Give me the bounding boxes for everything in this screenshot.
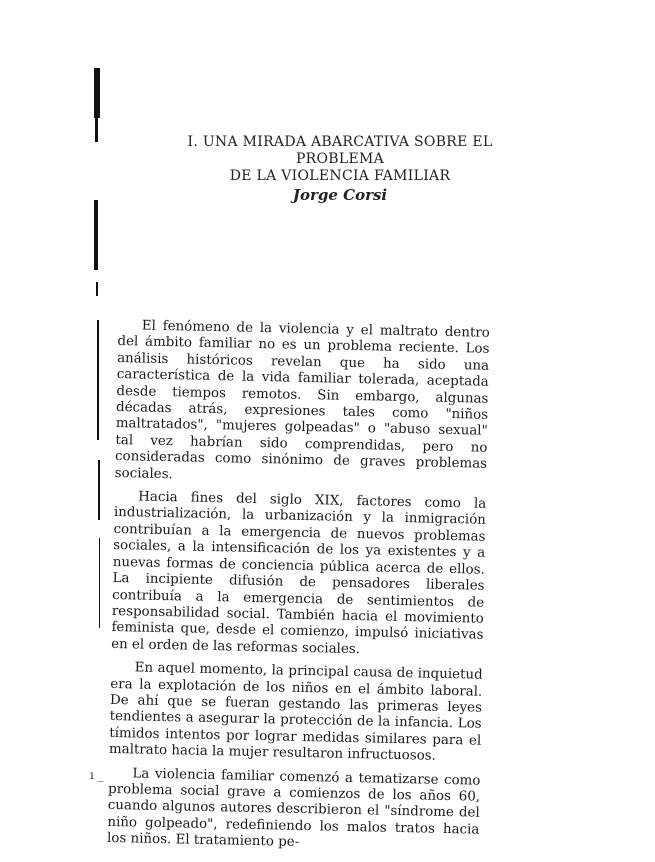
chapter-title-line-2: DE LA VIOLENCIA FAMILIAR — [229, 168, 451, 184]
chapter-title — [150, 134, 530, 185]
paragraph-2: Hacia fines del siglo XIX, factores como la industrialización, la urbanización y la inmigración contribuían a la emergencia de nuevos problemas sociales, a la intensificación de los ya existentes y a nuevas formas de conciencia pública acerca de ellos. La incipiente difusión de pensadores liberales contribuía a la emergencia de sentimientos de responsabilidad social. También hacia el movimiento feminista que, desde el comienzo, impulsó iniciativas en el orden de las reformas sociales. — [111, 489, 487, 657]
body-text — [107, 318, 490, 862]
paragraph-3: En aquel momento, la principal causa de inquietud era la explotación de los niños en el ámbito laboral. De ahí que se fueran gestando las primeras leyes tendientes a asegurar la protección de la infancia. Los tímidos intentos por lograr medidas similares para el maltrato hacia la mujer resultaron infructuosos. — [108, 660, 483, 764]
paragraph-1: El fenómeno de la violencia y el maltrato dentro del ámbito familiar no es un problema reciente. Los análisis históricos revelan que ha sido una característica de la vida familiar tolerada, aceptada desde tiempos remotos. Sin embargo, algunas décadas atrás, expresiones tales como "niños maltratados", "mujeres golpeadas" o "abuso sexual" tal vez habrían sido comprendidas, pero no consideradas como sinónimo de graves problemas sociales. — [114, 318, 490, 482]
paragraph-4: La violencia familiar comenzó a tematizarse como problema social grave a comienzos de los años 60, cuando algunos autores describieron el "síndrome del niño golpeado", redefiniendo los malos tratos hacia los niños. El tratamiento pe- — [106, 765, 481, 851]
scan-footer-mark: ı _ — [90, 768, 104, 782]
author-name: Jorge Corsi — [292, 186, 388, 204]
chapter-title-line-1: I. UNA MIRADA ABARCATIVA SOBRE EL PROBLEMA — [187, 134, 493, 167]
scan-margin-artifact — [94, 68, 104, 708]
